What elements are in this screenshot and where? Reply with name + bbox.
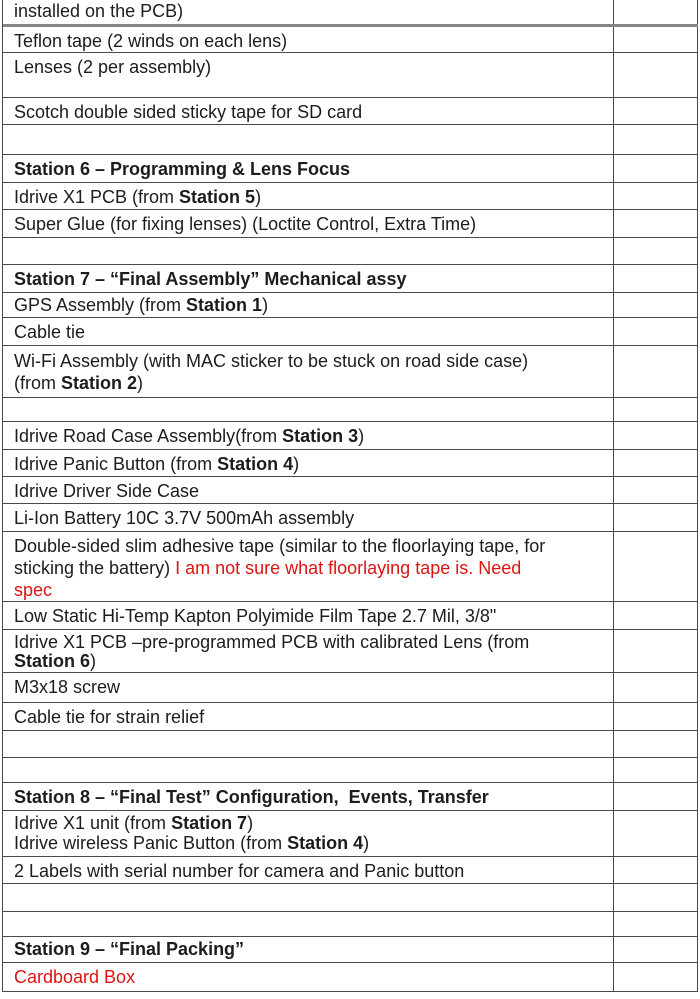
item-cell	[3, 346, 614, 397]
text-line	[14, 813, 605, 833]
table-row	[3, 125, 698, 155]
text-line	[14, 426, 605, 446]
text-line	[14, 214, 605, 234]
text-line	[14, 677, 605, 697]
empty-value-cell	[614, 783, 698, 810]
empty-value-cell	[614, 155, 698, 182]
table-row	[3, 731, 698, 758]
item-text-run: Wi-Fi Assembly (with MAC sticker to be stuck on road side case)	[14, 351, 529, 371]
item-cell	[3, 731, 614, 757]
item-cell	[3, 630, 614, 672]
text-line	[14, 707, 605, 727]
item-cell	[3, 398, 614, 421]
item-cell	[3, 477, 614, 503]
item-cell	[3, 98, 614, 124]
empty-value-cell	[614, 963, 698, 991]
table-row	[3, 53, 698, 98]
table-row	[3, 183, 698, 210]
item-cell	[3, 318, 614, 345]
annotation-text-run: I am not sure what floorlaying tape is. Need	[175, 558, 522, 578]
item-text-run: Idrive Driver Side Case	[14, 481, 200, 501]
item-text-run: (from	[14, 373, 61, 393]
table-row	[3, 477, 698, 504]
item-cell	[3, 703, 614, 730]
table-row	[3, 98, 698, 125]
item-text-run: Cable tie	[14, 322, 86, 342]
table-row	[3, 0, 698, 27]
text-line	[14, 269, 605, 289]
item-text-run: )	[90, 651, 97, 671]
text-line	[14, 579, 605, 601]
item-text-run: )	[293, 454, 300, 474]
item-text-run: Idrive X1 unit (from	[14, 813, 172, 833]
item-text-run: Station 9 – “Final Packing”	[14, 939, 245, 959]
empty-value-cell	[614, 293, 698, 317]
empty-value-cell	[614, 758, 698, 782]
item-text-run: )	[358, 426, 365, 446]
table-row	[3, 811, 698, 857]
text-line	[14, 967, 605, 987]
text-line	[14, 787, 605, 807]
text-line	[14, 557, 605, 579]
item-text-run: Cable tie for strain relief	[14, 707, 205, 727]
empty-value-cell	[614, 265, 698, 292]
item-text-run: Li-Ion Battery 10C 3.7V 500mAh assembly	[14, 508, 355, 528]
item-text-run: )	[363, 833, 370, 853]
item-text-run: Idrive wireless Panic Button (from	[14, 833, 288, 853]
item-cell	[3, 155, 614, 182]
empty-value-cell	[614, 398, 698, 421]
text-line	[14, 606, 605, 626]
annotation-text-run: Cardboard Box	[14, 967, 136, 987]
item-text-run: )	[137, 373, 144, 393]
item-cell	[3, 504, 614, 531]
table-row	[3, 504, 698, 532]
text-line	[14, 322, 605, 342]
item-text-run: )	[247, 813, 254, 833]
empty-value-cell	[614, 98, 698, 124]
table-row	[3, 346, 698, 398]
table-row	[3, 783, 698, 811]
item-cell	[3, 53, 614, 97]
item-text-run: Station 6 – Programming & Lens Focus	[14, 159, 351, 179]
table-row	[3, 238, 698, 265]
item-cell	[3, 783, 614, 810]
item-text-run: Lenses (2 per assembly)	[14, 57, 212, 77]
item-text-run: Station 4	[217, 454, 294, 474]
item-text-run: Idrive Panic Button (from	[14, 454, 218, 474]
item-cell	[3, 0, 614, 24]
item-text-run: Idrive X1 PCB (from	[14, 187, 180, 207]
empty-value-cell	[614, 912, 698, 936]
item-text-run: Double-sided slim adhesive tape (similar to the floorlaying tape, for	[14, 536, 546, 556]
table-row	[3, 155, 698, 183]
item-cell	[3, 238, 614, 264]
item-text-run: installed on the PCB)	[14, 1, 184, 21]
text-line	[14, 861, 605, 881]
item-cell	[3, 884, 614, 911]
table-row	[3, 398, 698, 422]
item-text-run: Station 5	[179, 187, 256, 207]
item-text-run: M3x18 screw	[14, 677, 121, 697]
empty-value-cell	[614, 703, 698, 730]
text-line	[14, 939, 605, 959]
empty-value-cell	[614, 504, 698, 531]
empty-value-cell	[614, 884, 698, 911]
text-line	[14, 454, 605, 474]
empty-value-cell	[614, 673, 698, 702]
item-text-run: Station 7 – “Final Assembly” Mechanical assy	[14, 269, 407, 289]
table-row	[3, 912, 698, 937]
item-text-run: Station 4	[287, 833, 364, 853]
text-line	[14, 535, 605, 557]
table-row	[3, 673, 698, 703]
table-row	[3, 532, 698, 602]
table-row	[3, 210, 698, 238]
table-row	[3, 703, 698, 731]
table-row	[3, 318, 698, 346]
table-row	[3, 265, 698, 293]
item-text-run: Station 6	[14, 651, 91, 671]
item-cell	[3, 937, 614, 962]
empty-value-cell	[614, 731, 698, 757]
item-cell	[3, 27, 614, 52]
text-line	[14, 159, 605, 179]
item-cell	[3, 183, 614, 209]
item-cell	[3, 125, 614, 154]
empty-value-cell	[614, 125, 698, 154]
empty-value-cell	[614, 238, 698, 264]
text-line	[14, 187, 605, 207]
table-row	[3, 602, 698, 630]
empty-value-cell	[614, 318, 698, 345]
table-row	[3, 857, 698, 884]
item-text-run: Station 1	[186, 295, 263, 315]
empty-value-cell	[614, 450, 698, 476]
empty-value-cell	[614, 27, 698, 52]
item-cell	[3, 532, 614, 601]
table-row	[3, 963, 698, 992]
empty-value-cell	[614, 422, 698, 449]
empty-value-cell	[614, 532, 698, 601]
item-text-run: )	[255, 187, 262, 207]
item-text-run: Teflon tape (2 winds on each lens)	[14, 31, 288, 51]
empty-value-cell	[614, 210, 698, 237]
empty-value-cell	[614, 811, 698, 856]
item-text-run: Idrive X1 PCB –pre-programmed PCB with calibrated Lens (from	[14, 632, 530, 652]
item-text-run: 2 Labels with serial number for camera and Panic button	[14, 861, 465, 881]
item-cell	[3, 450, 614, 476]
table-row	[3, 630, 698, 673]
table-row	[3, 27, 698, 53]
empty-value-cell	[614, 477, 698, 503]
table-row	[3, 422, 698, 450]
item-cell	[3, 673, 614, 702]
item-text-run: sticking the battery)	[14, 558, 176, 578]
table-row	[3, 450, 698, 477]
empty-value-cell	[614, 53, 698, 97]
item-cell	[3, 602, 614, 629]
empty-value-cell	[614, 630, 698, 672]
table-row	[3, 937, 698, 963]
text-line	[14, 508, 605, 528]
item-text-run: )	[262, 295, 269, 315]
text-line	[14, 833, 605, 853]
item-cell	[3, 912, 614, 936]
empty-value-cell	[614, 602, 698, 629]
item-text-run: Station 2	[61, 373, 138, 393]
text-line	[14, 481, 605, 501]
text-line	[14, 102, 605, 122]
item-text-run: Scotch double sided sticky tape for SD card	[14, 102, 363, 122]
item-cell	[3, 811, 614, 856]
item-text-run: Low Static Hi-Temp Kapton Polyimide Film Tape 2.7 Mil, 3/8"	[14, 606, 497, 626]
item-text-run: Station 3	[282, 426, 359, 446]
item-text-run: Idrive Road Case Assembly(from	[14, 426, 283, 446]
text-line	[14, 633, 605, 652]
text-line	[14, 31, 605, 51]
empty-value-cell	[614, 857, 698, 883]
text-line	[14, 350, 605, 372]
parts-table	[2, 0, 698, 992]
item-text-run: Station 8 – “Final Test” Configuration, Events, Transfer	[14, 787, 489, 807]
text-line	[14, 372, 605, 394]
item-text-run: Super Glue (for fixing lenses) (Loctite Control, Extra Time)	[14, 214, 477, 234]
item-cell	[3, 963, 614, 991]
item-cell	[3, 758, 614, 782]
item-cell	[3, 293, 614, 317]
item-cell	[3, 857, 614, 883]
item-cell	[3, 210, 614, 237]
empty-value-cell	[614, 346, 698, 397]
empty-value-cell	[614, 0, 698, 24]
table-row	[3, 293, 698, 318]
text-line	[14, 295, 605, 315]
text-line	[14, 57, 605, 77]
item-text-run: GPS Assembly (from	[14, 295, 187, 315]
empty-value-cell	[614, 937, 698, 962]
text-line	[14, 1, 605, 21]
table-row	[3, 884, 698, 912]
empty-value-cell	[614, 183, 698, 209]
annotation-text-run: spec	[14, 580, 53, 600]
item-text-run: Station 7	[171, 813, 248, 833]
item-cell	[3, 265, 614, 292]
text-line	[14, 652, 605, 671]
table-row	[3, 758, 698, 783]
item-cell	[3, 422, 614, 449]
